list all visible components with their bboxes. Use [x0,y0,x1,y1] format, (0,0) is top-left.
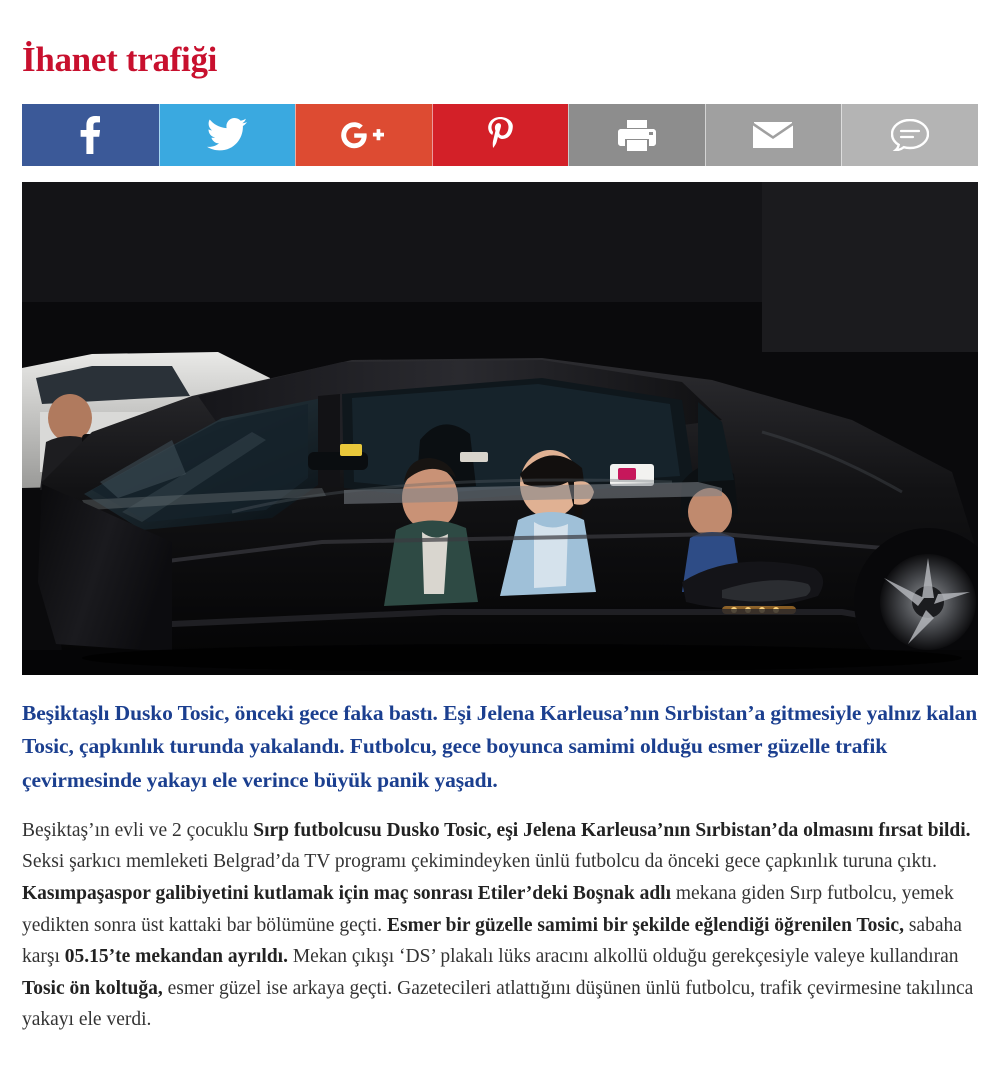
page-title: İhanet trafiği [22,40,218,80]
body-run-bold: Sırp futbolcusu Dusko Tosic, eşi Jelena Karleusa’nın Sırbistan’da olmasını fırsat bildi. [253,819,971,841]
body-run: Seksi şarkıcı memleketi Belgrad’da TV programı çekimindeyken ünlü futbolcu da önceki gece çapkınlık turuna çıktı. [22,851,937,873]
pinterest-icon [486,117,514,153]
share-bar [22,104,978,166]
facebook-icon [80,116,100,154]
share-button-google-plus[interactable] [295,104,432,166]
body-run-bold: Kasımpaşaspor galibiyetini kutlamak için maç sonrası Etiler’deki Boşnak adlı [22,883,672,905]
google-plus-icon [340,121,386,149]
twitter-icon [207,118,247,152]
share-button-comment[interactable] [841,104,978,166]
body-run-bold: Tosic ön koltuğa, [22,977,163,999]
printer-icon [618,119,656,151]
share-button-pinterest[interactable] [432,104,569,166]
envelope-icon [753,121,793,149]
body-run: mekana giden Sırp futbolcu, yemek yedikten sonra üst kattaki bar bölümüne geçti. [22,883,954,936]
share-button-email[interactable] [705,104,842,166]
article-page [0,23,1000,1068]
share-button-twitter[interactable] [159,104,296,166]
body-run-bold: 05.15’te mekandan ayrıldı. [64,946,288,968]
share-button-facebook[interactable] [22,104,159,166]
body-run: esmer güzel ise arkaya geçti. Gazetecileri atlattığını düşünen ünlü futbolcu, trafik çevirmesine takılınca yakayı ele verdi. [22,977,974,1031]
body-run: Beşiktaş’ın evli ve 2 çocuklu [22,819,254,841]
article-body [22,815,978,1036]
share-button-print[interactable] [568,104,705,166]
body-run: Mekan çıkışı ‘DS’ plakalı lüks aracını alkollü olduğu gerekçesiyle valeye kullandıran [287,946,959,968]
body-run: sabaha karşı [22,914,962,968]
body-run-bold: Esmer bir güzelle samimi bir şekilde eğlendiği öğrenilen Tosic, [387,914,904,936]
article-summary: Beşiktaşlı Dusko Tosic, önceki gece faka bastı. Eşi Jelena Karleusa’nın Sırbistan’a gitmesiyle yalnız kalan Tosic, çapkınlık turunda yakalandı. Futbolcu, gece boyunca samimi olduğu esmer güzelle trafik çevirmesinde yakayı ele verince büyük panik yaşadı. [22,700,978,792]
article-photo [22,182,978,675]
comment-icon [891,119,929,151]
